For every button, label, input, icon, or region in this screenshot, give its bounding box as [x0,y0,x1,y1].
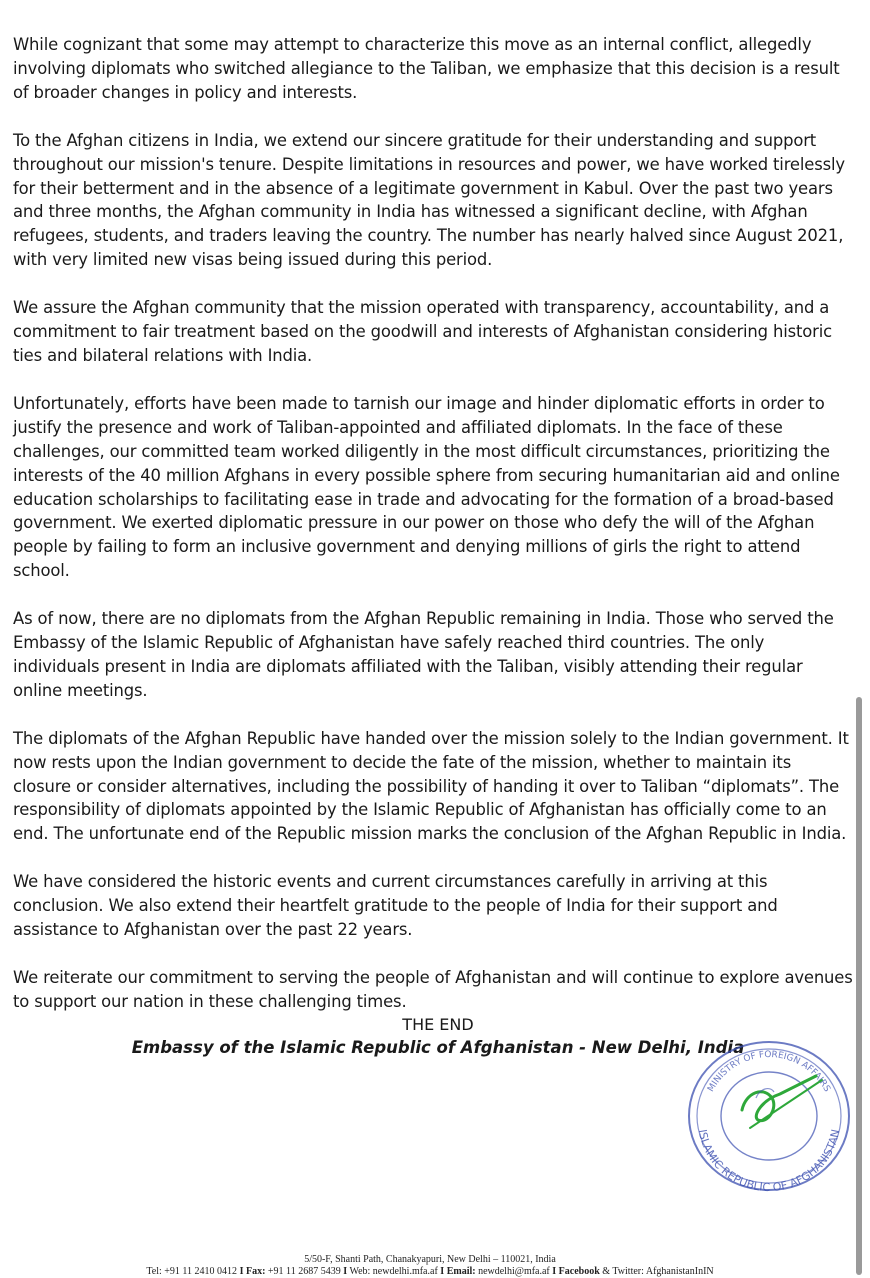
paragraph-5: As of now, there are no diplomats from the Afghan Republic remaining in India. Those who served the Embassy of the Islamic Republic of Afghanistan have safely reached third countries. The only individuals present in India are diplomats affiliated with the Taliban, visibly attending their regular online meetings. [13,609,834,700]
separator: I [552,1266,557,1277]
seal-stamp-icon [684,1028,854,1193]
paragraph-3: We assure the Afghan community that the mission operated with transparency, accountability, and a commitment to fair treatment based on the goodwill and interests of Afghanistan considering historic ties and bilateral relations with India. [13,298,833,365]
separator: I [343,1266,348,1277]
web-label: Web: [349,1266,371,1277]
email-label: Email: [446,1266,476,1277]
tel-value: +91 11 2410 0412 [164,1266,238,1277]
web-value: newdelhi.mfa.af [372,1266,438,1277]
paragraph-7: We have considered the historic events and current circumstances carefully in arriving at this conclusion. We also extend their heartfelt gratitude to the people of India for their support and assistance to Afghanistan over the past 22 years. [13,872,778,940]
seal-outer-text: MINISTRY OF FOREIGN AFFAIRS [706,1049,832,1094]
facebook-label: Facebook [558,1266,600,1277]
footer-address: 5/50-F, Shanti Path, Chanakyapuri, New Delhi – 110021, India [304,1254,556,1265]
paragraph-6: The diplomats of the Afghan Republic have handed over the mission solely to the Indian government. It now rests upon the Indian government to decide the fate of the mission, whether to maintain its closure or consider alternatives, including the possibility of handing it over to Taliban “diplomats”. The responsibility of diplomats appointed by the Islamic Republic of Afghanistan has officially come to an end. The unfortunate end of the Republic mission marks the conclusion of the Afghan Republic in India. [13,728,849,844]
paragraph-1: While cognizant that some may attempt to characterize this move as an internal conflict, allegedly involving diplomats who switched allegiance to the Taliban, we emphasize that this decision is a result of broader changes in policy and interests. [13,35,840,102]
separator: I [440,1266,445,1277]
fax-value: +91 11 2687 5439 [267,1266,341,1277]
closing-text: THE END [402,1014,474,1034]
email-value: newdelhi@mfa.af [478,1266,550,1277]
paragraph-2: To the Afghan citizens in India, we extend our sincere gratitude for their understanding and support throughout our mission's tenure. Despite limitations in resources and power, we have worked tirelessly for their betterment and in the absence of a legitimate government in Kabul. Over the past two years and three months, the Afghan community in India has witnessed a significant decline, with Afghan refugees, students, and traders leaving the country. The number has nearly halved since August 2021, with very limited new visas being issued during this period. [13,130,845,270]
tel-label: Tel: [146,1266,162,1277]
vertical-scrollbar[interactable] [856,697,862,1275]
twitter-label: & Twitter: [602,1266,644,1277]
seal-lower-text: ISLAMIC REPUBLIC OF AFGHANISTAN [695,1128,843,1193]
letter-body [13,33,853,1060]
paragraph-8: We reiterate our commitment to serving the people of Afghanistan and will continue to explore avenues to support our nation in these challenging times. [13,968,853,1011]
fax-label: Fax: [245,1266,266,1277]
embassy-signature: Embassy of the Islamic Republic of Afghanistan - New Delhi, India [131,1037,745,1057]
footer-contact [0,1265,860,1278]
separator: I [239,1266,244,1277]
paragraph-4: Unfortunately, efforts have been made to tarnish our image and hinder diplomatic efforts in order to justify the presence and work of Taliban-appointed and affiliated diplomats. In the face of these challenges, our committed team worked diligently in the most difficult circumstances, prioritizing the interests of the 40 million Afghans in every possible sphere from securing humanitarian aid and online education scholarships to facilitating ease in trade and advocating for the formation of a broad-based government. We exerted diplomatic pressure in our power on those who defy the will of the Afghan people by failing to form an inclusive government and denying millions of girls the right to attend school. [13,393,840,581]
social-handle: AfghanistanInIN [645,1266,714,1277]
ministry-seal [684,1028,854,1193]
